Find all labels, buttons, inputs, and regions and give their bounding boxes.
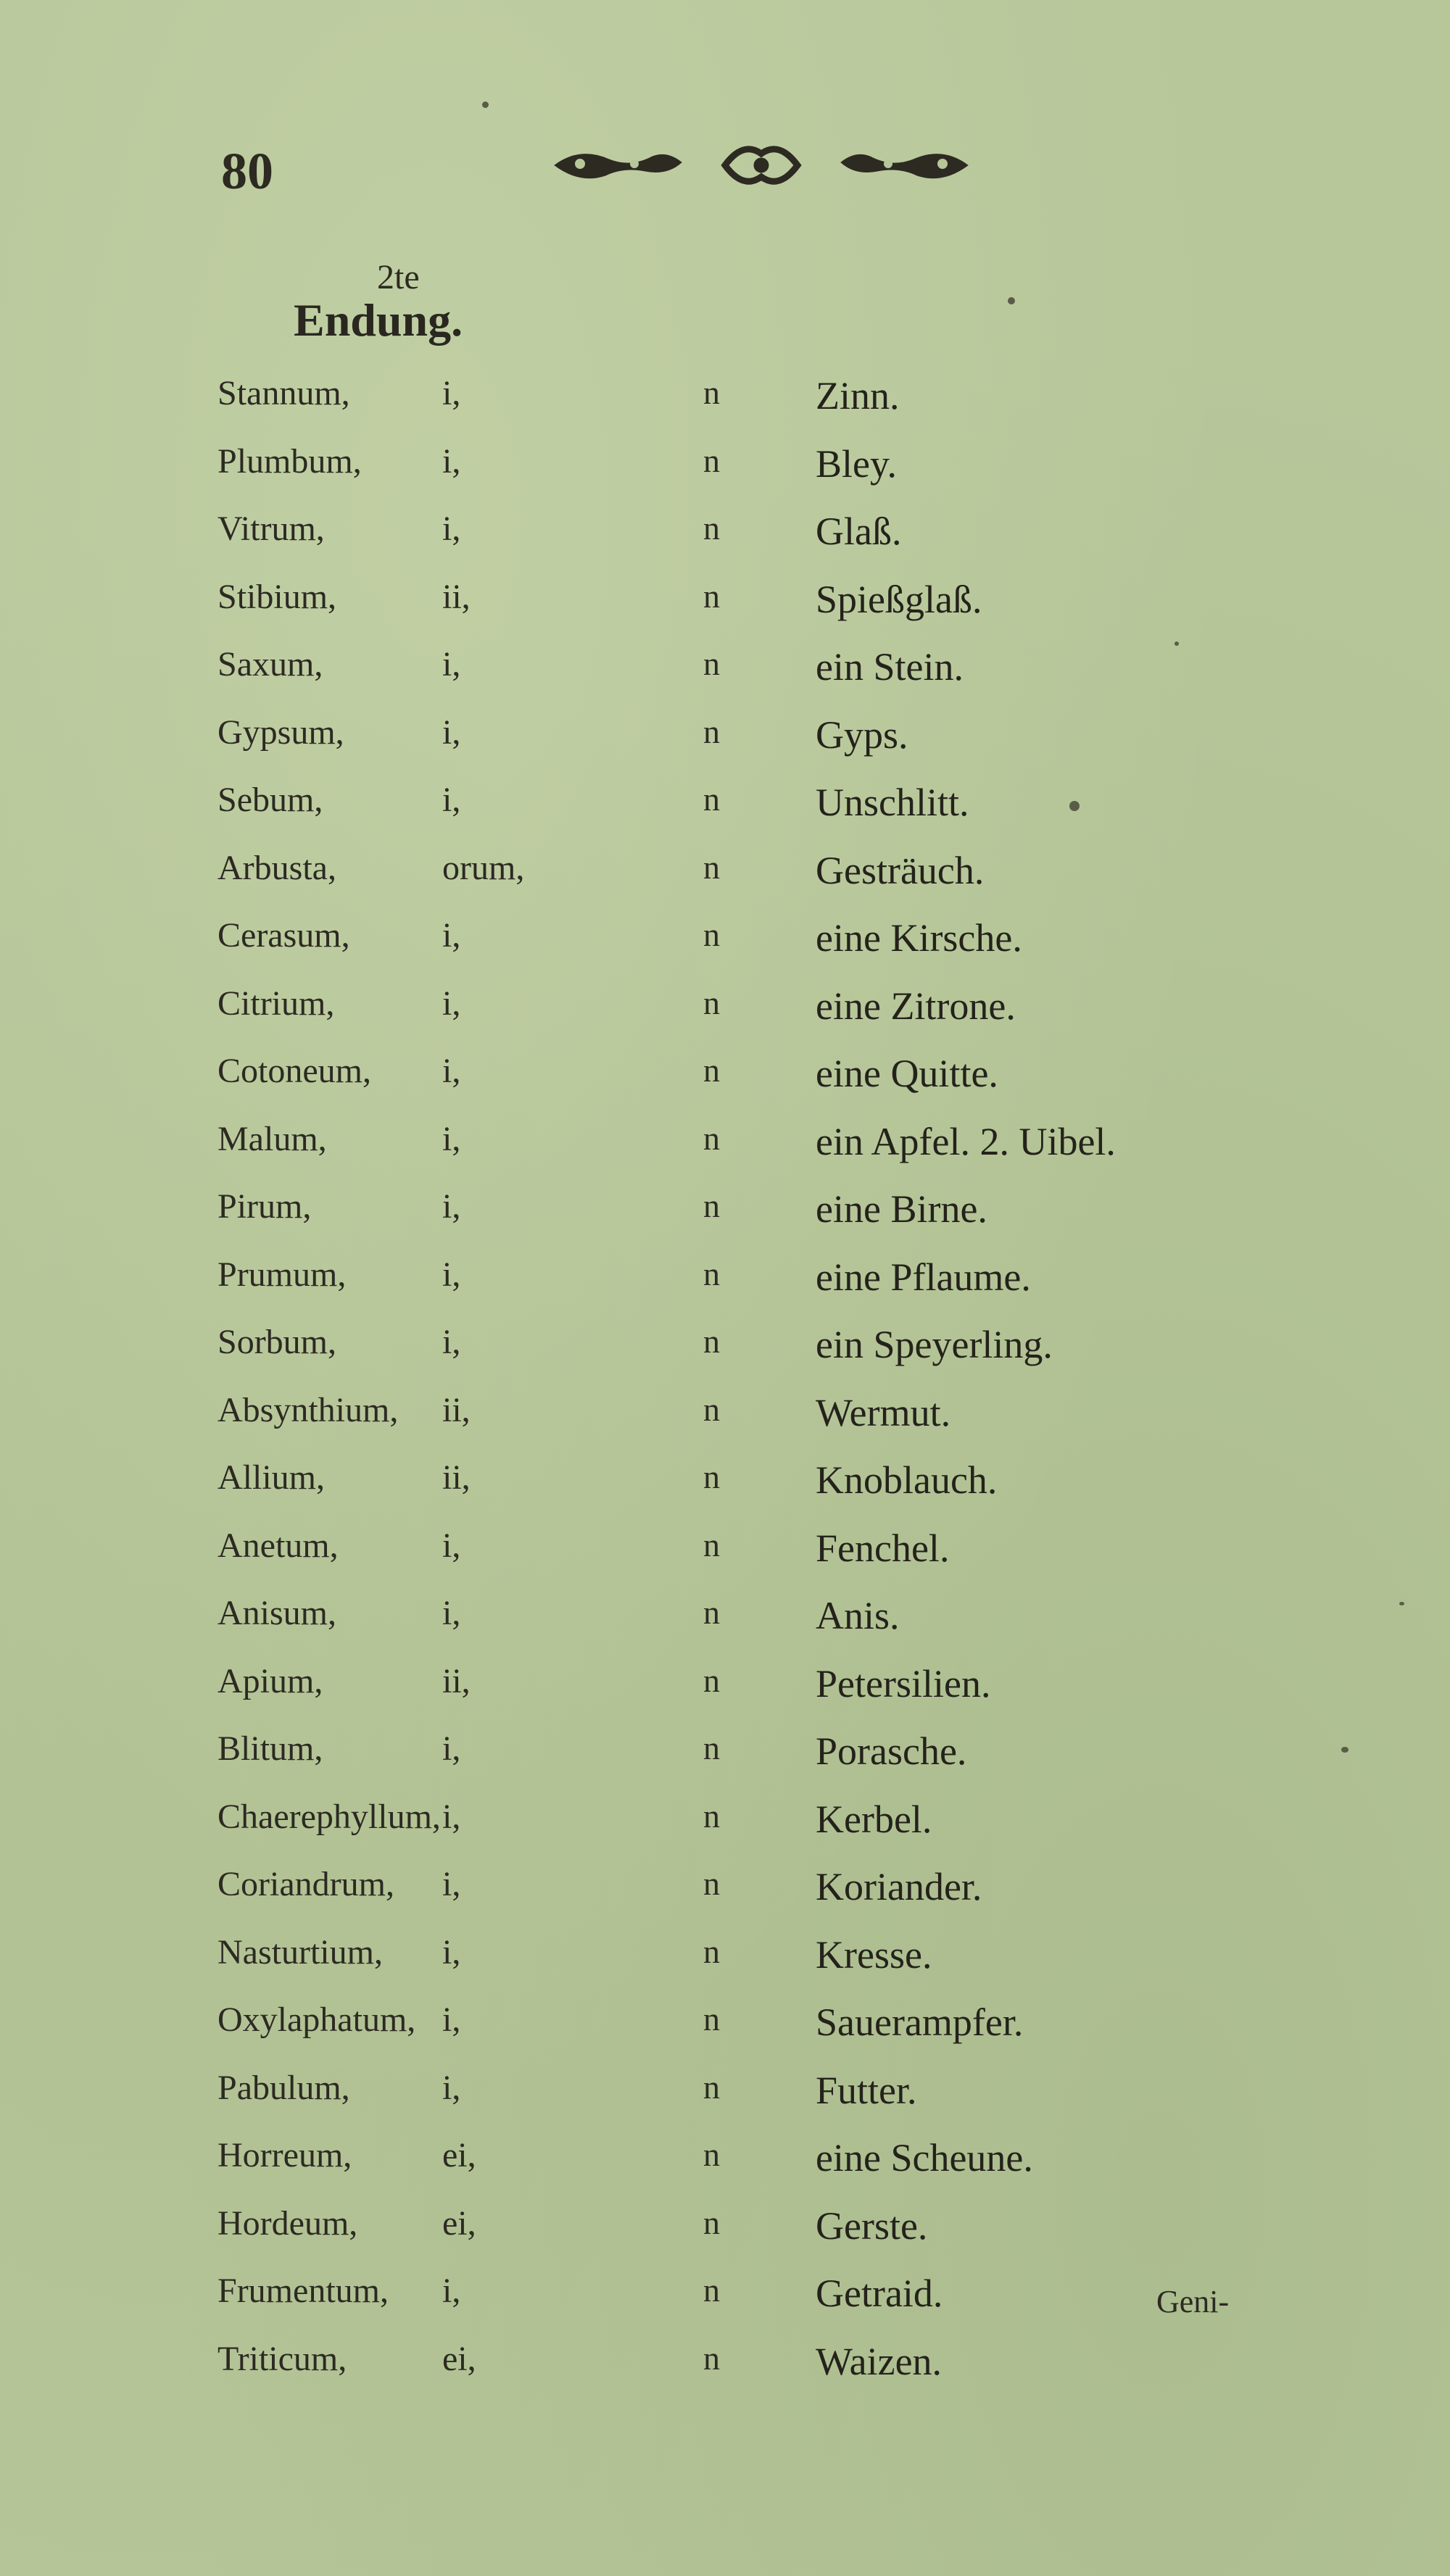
genitive-ending: i, — [442, 1594, 461, 1632]
german-translation: Unschlitt. — [816, 781, 969, 824]
german-translation: eine Birne. — [816, 1187, 987, 1231]
german-translation: Spießglaß. — [816, 577, 982, 621]
german-translation: Futter. — [816, 2068, 917, 2112]
list-item — [218, 712, 1232, 781]
gender-marker: n — [703, 2000, 720, 2037]
gender-marker: n — [703, 1526, 720, 1563]
genitive-ending: i, — [442, 1052, 461, 1090]
german-translation: Glaß. — [816, 510, 902, 553]
genitive-ending: i, — [442, 441, 461, 481]
list-item — [218, 780, 1232, 848]
list-item — [218, 2068, 1232, 2136]
list-item — [218, 1661, 1232, 1729]
latin-word: Coriandrum, — [218, 1865, 394, 1903]
german-translation: eine Pflaume. — [816, 1255, 1031, 1299]
catchword: Geni- — [1156, 2284, 1230, 2319]
paper-speck — [1008, 297, 1015, 304]
latin-word: Anetum, — [218, 1526, 339, 1565]
list-item — [218, 644, 1232, 712]
german-translation: eine Scheune. — [816, 2136, 1033, 2180]
genitive-ending: orum, — [442, 848, 525, 887]
latin-word: Horreum, — [218, 2136, 352, 2174]
genitive-ending: i, — [442, 1729, 461, 1768]
gender-marker: n — [703, 848, 720, 886]
gender-marker: n — [703, 2272, 720, 2309]
gender-marker: n — [703, 1323, 720, 1360]
german-translation: Waizen. — [816, 2339, 942, 2383]
vocabulary-list — [218, 373, 1232, 2406]
latin-word: Malum, — [218, 1119, 327, 1158]
list-item — [218, 2271, 1232, 2339]
latin-word: Triticum, — [218, 2339, 347, 2378]
latin-word: Sebum, — [218, 781, 323, 819]
genitive-ending: ii, — [442, 1661, 471, 1700]
latin-word: Prumum, — [218, 1255, 347, 1294]
gender-marker: n — [703, 1255, 720, 1292]
gender-marker: n — [703, 577, 720, 615]
german-translation: Fenchel. — [816, 1526, 950, 1570]
genitive-ending: i, — [442, 1932, 461, 1972]
gender-marker: n — [703, 1458, 720, 1495]
gender-marker: n — [703, 984, 720, 1021]
gender-marker: n — [703, 1187, 720, 1224]
list-item — [218, 2135, 1232, 2203]
paper-speck — [482, 101, 489, 108]
latin-word: Sorbum, — [218, 1323, 337, 1361]
gender-marker: n — [703, 510, 720, 547]
german-translation: Knoblauch. — [816, 1458, 998, 1502]
latin-word: Stibium, — [218, 577, 337, 616]
latin-word: Apium, — [218, 1661, 323, 1700]
german-translation: Anis. — [816, 1594, 900, 1637]
list-item — [218, 1322, 1232, 1390]
gender-marker: n — [703, 781, 720, 818]
paper-speck — [1174, 641, 1179, 646]
gender-marker: n — [703, 1865, 720, 1902]
german-translation: Bley. — [816, 441, 897, 486]
german-translation: eine Quitte. — [816, 1052, 998, 1095]
latin-word: Plumbum, — [218, 441, 362, 481]
german-translation: eine Zitrone. — [816, 984, 1016, 1028]
latin-word: Frumentum, — [218, 2272, 389, 2310]
list-item — [218, 577, 1232, 645]
latin-word: Pirum, — [218, 1187, 312, 1226]
genitive-ending: i, — [442, 374, 461, 412]
gender-marker: n — [703, 441, 720, 479]
list-item — [218, 984, 1232, 1052]
list-item — [218, 1932, 1232, 2000]
paper-speck — [1399, 1602, 1404, 1605]
german-translation: ein Speyerling. — [816, 1323, 1053, 1366]
german-translation: Kerbel. — [816, 1797, 932, 1841]
latin-word: Saxum, — [218, 645, 323, 684]
latin-word: Oxylaphatum, — [218, 2000, 416, 2039]
german-translation: Gesträuch. — [816, 848, 985, 892]
gender-marker: n — [703, 1661, 720, 1699]
ornament-icon — [551, 130, 972, 196]
list-item — [218, 373, 1232, 441]
german-translation: ein Apfel. 2. Uibel. — [816, 1119, 1116, 1163]
gender-marker: n — [703, 2339, 720, 2377]
gender-marker: n — [703, 2136, 720, 2173]
list-item — [218, 441, 1232, 510]
german-translation: Kresse. — [816, 1932, 932, 1977]
gender-marker: n — [703, 1594, 720, 1631]
latin-word: Pabulum, — [218, 2068, 350, 2107]
gender-marker: n — [703, 2203, 720, 2241]
list-item — [218, 1119, 1232, 1187]
latin-word: Anisum, — [218, 1594, 337, 1632]
list-item — [218, 915, 1232, 984]
gender-marker: n — [703, 645, 720, 682]
latin-word: Gypsum, — [218, 712, 344, 752]
latin-word: Cotoneum, — [218, 1052, 371, 1090]
list-item — [218, 1051, 1232, 1119]
genitive-ending: i, — [442, 1526, 461, 1565]
german-translation: Getraid. — [816, 2272, 943, 2315]
latin-word: Hordeum, — [218, 2203, 358, 2243]
genitive-ending: i, — [442, 1323, 461, 1361]
gender-marker: n — [703, 1932, 720, 1970]
latin-word: Chaerephyllum, — [218, 1797, 441, 1836]
german-translation: ein Stein. — [816, 645, 964, 689]
list-item — [218, 1255, 1232, 1323]
list-item — [218, 1729, 1232, 1797]
genitive-ending: i, — [442, 2272, 461, 2310]
latin-word: Vitrum, — [218, 510, 325, 548]
genitive-ending: i, — [442, 712, 461, 752]
paper-speck — [1069, 801, 1080, 811]
genitive-ending: i, — [442, 916, 461, 955]
german-translation: Petersilien. — [816, 1661, 991, 1705]
gender-marker: n — [703, 1052, 720, 1089]
genitive-ending: ei, — [442, 2203, 476, 2243]
latin-word: Blitum, — [218, 1729, 323, 1768]
latin-word: Cerasum, — [218, 916, 350, 955]
heading-title: Endung. — [294, 294, 463, 346]
list-item — [218, 509, 1232, 577]
latin-word: Arbusta, — [218, 848, 336, 887]
german-translation: eine Kirsche. — [816, 916, 1022, 960]
gender-marker: n — [703, 2068, 720, 2106]
gender-marker: n — [703, 374, 720, 411]
german-translation: Koriander. — [816, 1865, 982, 1908]
latin-word: Stannum, — [218, 374, 350, 412]
german-translation: Porasche. — [816, 1729, 967, 1773]
genitive-ending: i, — [442, 1255, 461, 1294]
list-item — [218, 1526, 1232, 1594]
gender-marker: n — [703, 1729, 720, 1766]
genitive-ending: ei, — [442, 2136, 476, 2174]
latin-word: Allium, — [218, 1458, 326, 1497]
genitive-ending: i, — [442, 1797, 461, 1836]
latin-word: Citrium, — [218, 984, 335, 1023]
page-number: 80 — [221, 142, 273, 200]
genitive-ending: i, — [442, 781, 461, 819]
list-item — [218, 2000, 1232, 2068]
list-item — [218, 1864, 1232, 1932]
gender-marker: n — [703, 916, 720, 953]
gender-marker: n — [703, 712, 720, 750]
german-translation: Wermut. — [816, 1390, 951, 1434]
german-translation: Sauerampfer. — [816, 2000, 1024, 2044]
german-translation: Zinn. — [816, 374, 900, 417]
genitive-ending: i, — [442, 1187, 461, 1226]
list-item — [218, 848, 1232, 916]
genitive-ending: ii, — [442, 1390, 471, 1429]
genitive-ending: i, — [442, 984, 461, 1023]
genitive-ending: ei, — [442, 2339, 476, 2378]
list-item — [218, 1593, 1232, 1661]
genitive-ending: ii, — [442, 577, 471, 616]
list-item — [218, 1458, 1232, 1526]
list-item — [218, 1187, 1232, 1255]
genitive-ending: i, — [442, 1119, 461, 1158]
heading-ordinal: 2te — [377, 258, 420, 296]
german-translation: Gyps. — [816, 712, 908, 757]
genitive-ending: i, — [442, 510, 461, 548]
german-translation: Gerste. — [816, 2203, 928, 2248]
genitive-ending: i, — [442, 2000, 461, 2039]
genitive-ending: i, — [442, 1865, 461, 1903]
gender-marker: n — [703, 1119, 720, 1157]
list-item — [218, 2203, 1232, 2272]
latin-word: Absynthium, — [218, 1390, 399, 1429]
list-item — [218, 1797, 1232, 1865]
genitive-ending: ii, — [442, 1458, 471, 1497]
gender-marker: n — [703, 1797, 720, 1835]
genitive-ending: i, — [442, 2068, 461, 2107]
list-item — [218, 2339, 1232, 2407]
list-item — [218, 1390, 1232, 1458]
latin-word: Nasturtium, — [218, 1932, 383, 1972]
genitive-ending: i, — [442, 645, 461, 684]
paper-speck — [1341, 1747, 1348, 1753]
gender-marker: n — [703, 1390, 720, 1428]
